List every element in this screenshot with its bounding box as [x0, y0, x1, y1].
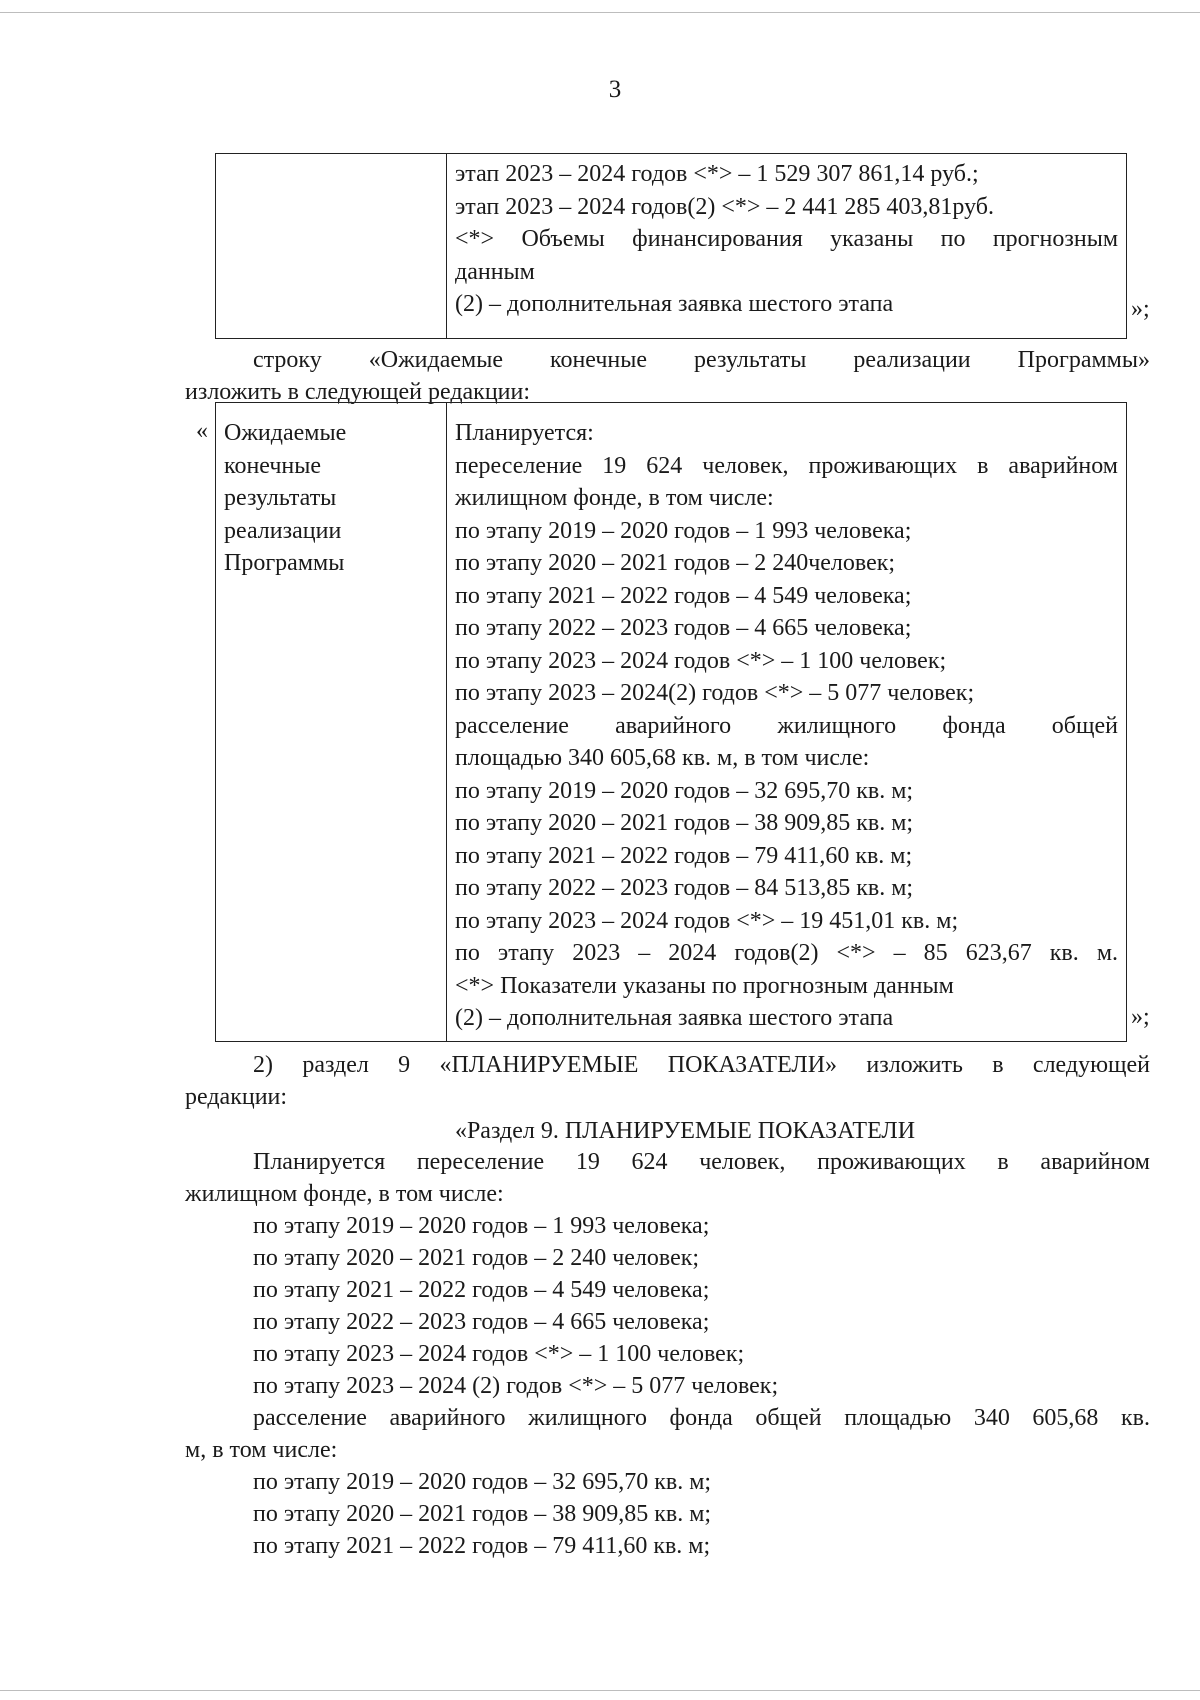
opening-quote: « — [196, 418, 208, 444]
list-item: по этапу 2023 – 2024 годов <*> – 1 100 человек; — [253, 1341, 745, 1367]
table-line: по этапу 2023 – 2024 годов <*> – 1 100 человек; — [455, 647, 947, 674]
table-line: по этапу 2023 – 2024(2) годов <*> – 5 077 человек; — [455, 680, 975, 706]
financing-table-left-cell — [216, 154, 447, 338]
paragraph-line: 2) раздел 9 «ПЛАНИРУЕМЫЕ ПОКАЗАТЕЛИ» изложить в следующей — [253, 1052, 1150, 1078]
paragraph-line: расселение аварийного жилищного фонда общей площадью 340 605,68 кв. — [253, 1405, 1150, 1431]
list-item: по этапу 2023 – 2024 (2) годов <*> – 5 077 человек; — [253, 1373, 779, 1399]
table-line: <*> Объемы финансирования указаны по прогнозным — [455, 226, 1118, 252]
table-line: по этапу 2019 – 2020 годов – 32 695,70 кв. м; — [455, 777, 914, 804]
section-body — [185, 1146, 1150, 1562]
section-heading-text: «Раздел 9. ПЛАНИРУЕМЫЕ ПОКАЗАТЕЛИ — [454, 1118, 916, 1144]
paragraph-line: Планируется переселение 19 624 человек, проживающих в аварийном — [253, 1149, 1150, 1175]
table-line: по этапу 2019 – 2020 годов – 1 993 человека; — [455, 517, 912, 544]
table-line: расселение аварийного жилищного фонда общей — [455, 712, 1118, 739]
table-line: <*> Показатели указаны по прогнозным данным — [455, 972, 954, 999]
table-line: этап 2023 – 2024 годов <*> – 1 529 307 861,14 руб.; — [455, 161, 979, 187]
list-item: по этапу 2019 – 2020 годов – 1 993 человека; — [253, 1213, 710, 1239]
table-line: переселение 19 624 человек, проживающих в аварийном — [455, 452, 1118, 479]
table-line: по этапу 2020 – 2021 годов – 2 240человек; — [455, 550, 896, 576]
list-item: по этапу 2019 – 2020 годов – 32 695,70 кв. м; — [253, 1469, 712, 1495]
paragraph-line: м, в том числе: — [185, 1437, 338, 1463]
results-table-left-cell — [216, 403, 447, 1041]
table-line: Программы — [224, 550, 345, 576]
list-item: по этапу 2022 – 2023 годов – 4 665 человека; — [253, 1309, 710, 1335]
financing-table — [215, 153, 1127, 339]
paragraph-line: изложить в следующей редакции: — [185, 379, 531, 405]
table-line: по этапу 2020 – 2021 годов – 38 909,85 кв. м; — [455, 810, 914, 836]
table-line: по этапу 2023 – 2024 годов(2) <*> – 85 623,67 кв. м. — [455, 940, 1118, 966]
closing-quote: »; — [1131, 1004, 1150, 1030]
paragraph-line: редакции: — [185, 1084, 288, 1110]
closing-quote: »; — [1131, 296, 1150, 322]
sheet-edge — [0, 12, 1200, 13]
page-number: 3 — [608, 76, 622, 103]
list-item: по этапу 2021 – 2022 годов – 4 549 человека; — [253, 1277, 710, 1303]
table-line: Планируется: — [455, 420, 594, 446]
financing-table-right-cell — [447, 154, 1126, 338]
table-line: по этапу 2022 – 2023 годов – 84 513,85 кв. м; — [455, 875, 914, 901]
table-line: (2) – дополнительная заявка шестого этапа — [455, 291, 894, 317]
table-line: по этапу 2021 – 2022 годов – 79 411,60 кв. м; — [455, 842, 913, 869]
list-item: по этапу 2020 – 2021 годов – 2 240 человек; — [253, 1245, 700, 1271]
table-line: по этапу 2022 – 2023 годов – 4 665 человека; — [455, 615, 912, 641]
table-line: по этапу 2021 – 2022 годов – 4 549 человека; — [455, 582, 912, 609]
table-line: жилищном фонде, в том числе: — [455, 485, 774, 511]
results-table-right-cell — [447, 403, 1126, 1041]
paragraph-line: жилищном фонде, в том числе: — [185, 1181, 504, 1207]
section-heading — [220, 1115, 1150, 1147]
table-line: этап 2023 – 2024 годов(2) <*> – 2 441 285 403,81руб. — [455, 193, 994, 220]
table-line: по этапу 2023 – 2024 годов <*> – 19 451,01 кв. м; — [455, 907, 959, 934]
paragraph-line: строку «Ожидаемые конечные результаты реализации Программы» — [253, 347, 1150, 373]
list-item: по этапу 2020 – 2021 годов – 38 909,85 кв. м; — [253, 1501, 712, 1527]
table-line: реализации — [224, 517, 342, 544]
list-item: по этапу 2021 – 2022 годов – 79 411,60 кв. м; — [253, 1533, 711, 1559]
table-line: данным — [455, 258, 535, 285]
intro-paragraph — [185, 344, 1150, 408]
section-intro-paragraph — [185, 1049, 1150, 1113]
sheet-edge — [0, 1690, 1200, 1691]
table-line: результаты — [224, 485, 337, 511]
table-line: площадью 340 605,68 кв. м, в том числе: — [455, 745, 870, 771]
table-line: (2) – дополнительная заявка шестого этапа — [455, 1005, 894, 1031]
table-line: Ожидаемые — [224, 420, 347, 446]
table-line: конечные — [224, 452, 322, 479]
results-table — [215, 402, 1127, 1042]
